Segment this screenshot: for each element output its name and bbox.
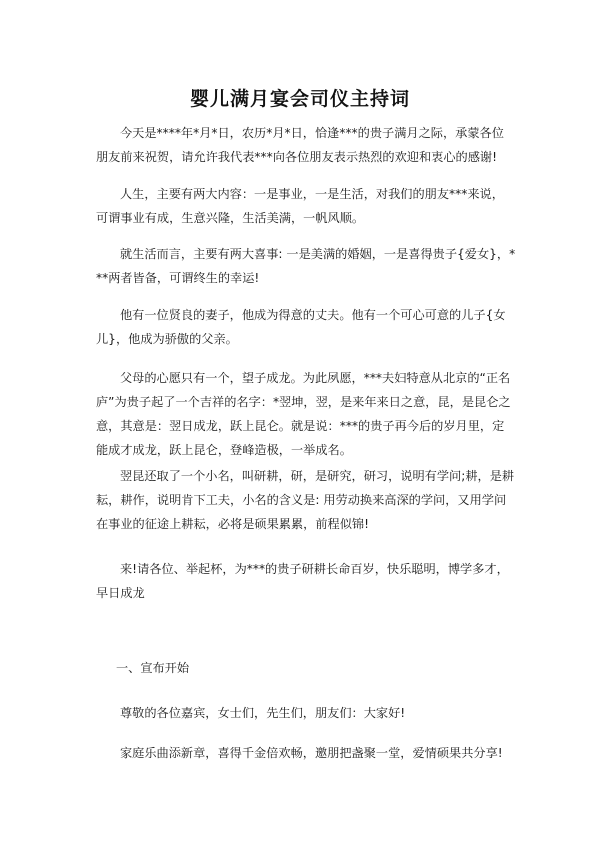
paragraph-greeting: 今天是****年*月*日，农历*月*日，恰逢***的贵子满月之际，承蒙各位朋友前来祝贺，请允许我代表***向各位朋友表示热烈的欢迎和衷心的感谢! [96,126,504,164]
paragraph-nickname: 翌昆还取了一个小名，叫研耕，研，是研究，研习，说明有学问;耕，是耕耘，耕作，说明肯下工夫，小名的含义是: 用劳动换来高深的学问，又用学问在事业的征途上耕耘，必将是硕果累累，前程似锦! [96,469,515,531]
paragraph-family: 他有一位贤良的妻子，他成为得意的丈夫。他有一个可心可意的儿子{女儿}，他成为骄傲的父亲。 [96,308,506,346]
paragraph-salutation: 尊敬的各位嘉宾，女士们，先生们，朋友们：大家好! [120,706,406,720]
document-title: 婴儿满月宴会司仪主持词 [189,88,410,110]
paragraph-opening-verse: 家庭乐曲添新章，喜得千金倍欢畅，邀朋把盏聚一堂，爱情硕果共分享! [120,746,503,760]
paragraph-life: 人生，主要有两大内容：一是事业，一是生活，对我们的朋友***来说，可谓事业有成，生意兴隆，生活美满，一帆风顺。 [96,187,504,225]
paragraph-toast: 来!请各位、举起杯，为***的贵子研耕长命百岁，快乐聪明，博学多才，早日成龙 [96,562,509,600]
paragraph-name-meaning: 父母的心愿只有一个，望子成龙。为此夙愿，***夫妇特意从北京的“正名庐”为贵子起了一个吉祥的名字：*翌坤，翌，是来年来日之意，昆，是昆仑之意，其意是：翌日成龙，跃上昆仑。就是说：***的贵子再今后的岁月里，定能成才成龙，跃上昆仑，登峰造极，一举成名。 [96,371,511,457]
paragraph-happy-events: 就生活而言，主要有两大喜事: 一是美满的婚姻，一是喜得贵子{爱女}，***两者皆备，可谓终生的幸运! [96,247,516,285]
section-heading: 一、宣布开始 [116,661,190,675]
